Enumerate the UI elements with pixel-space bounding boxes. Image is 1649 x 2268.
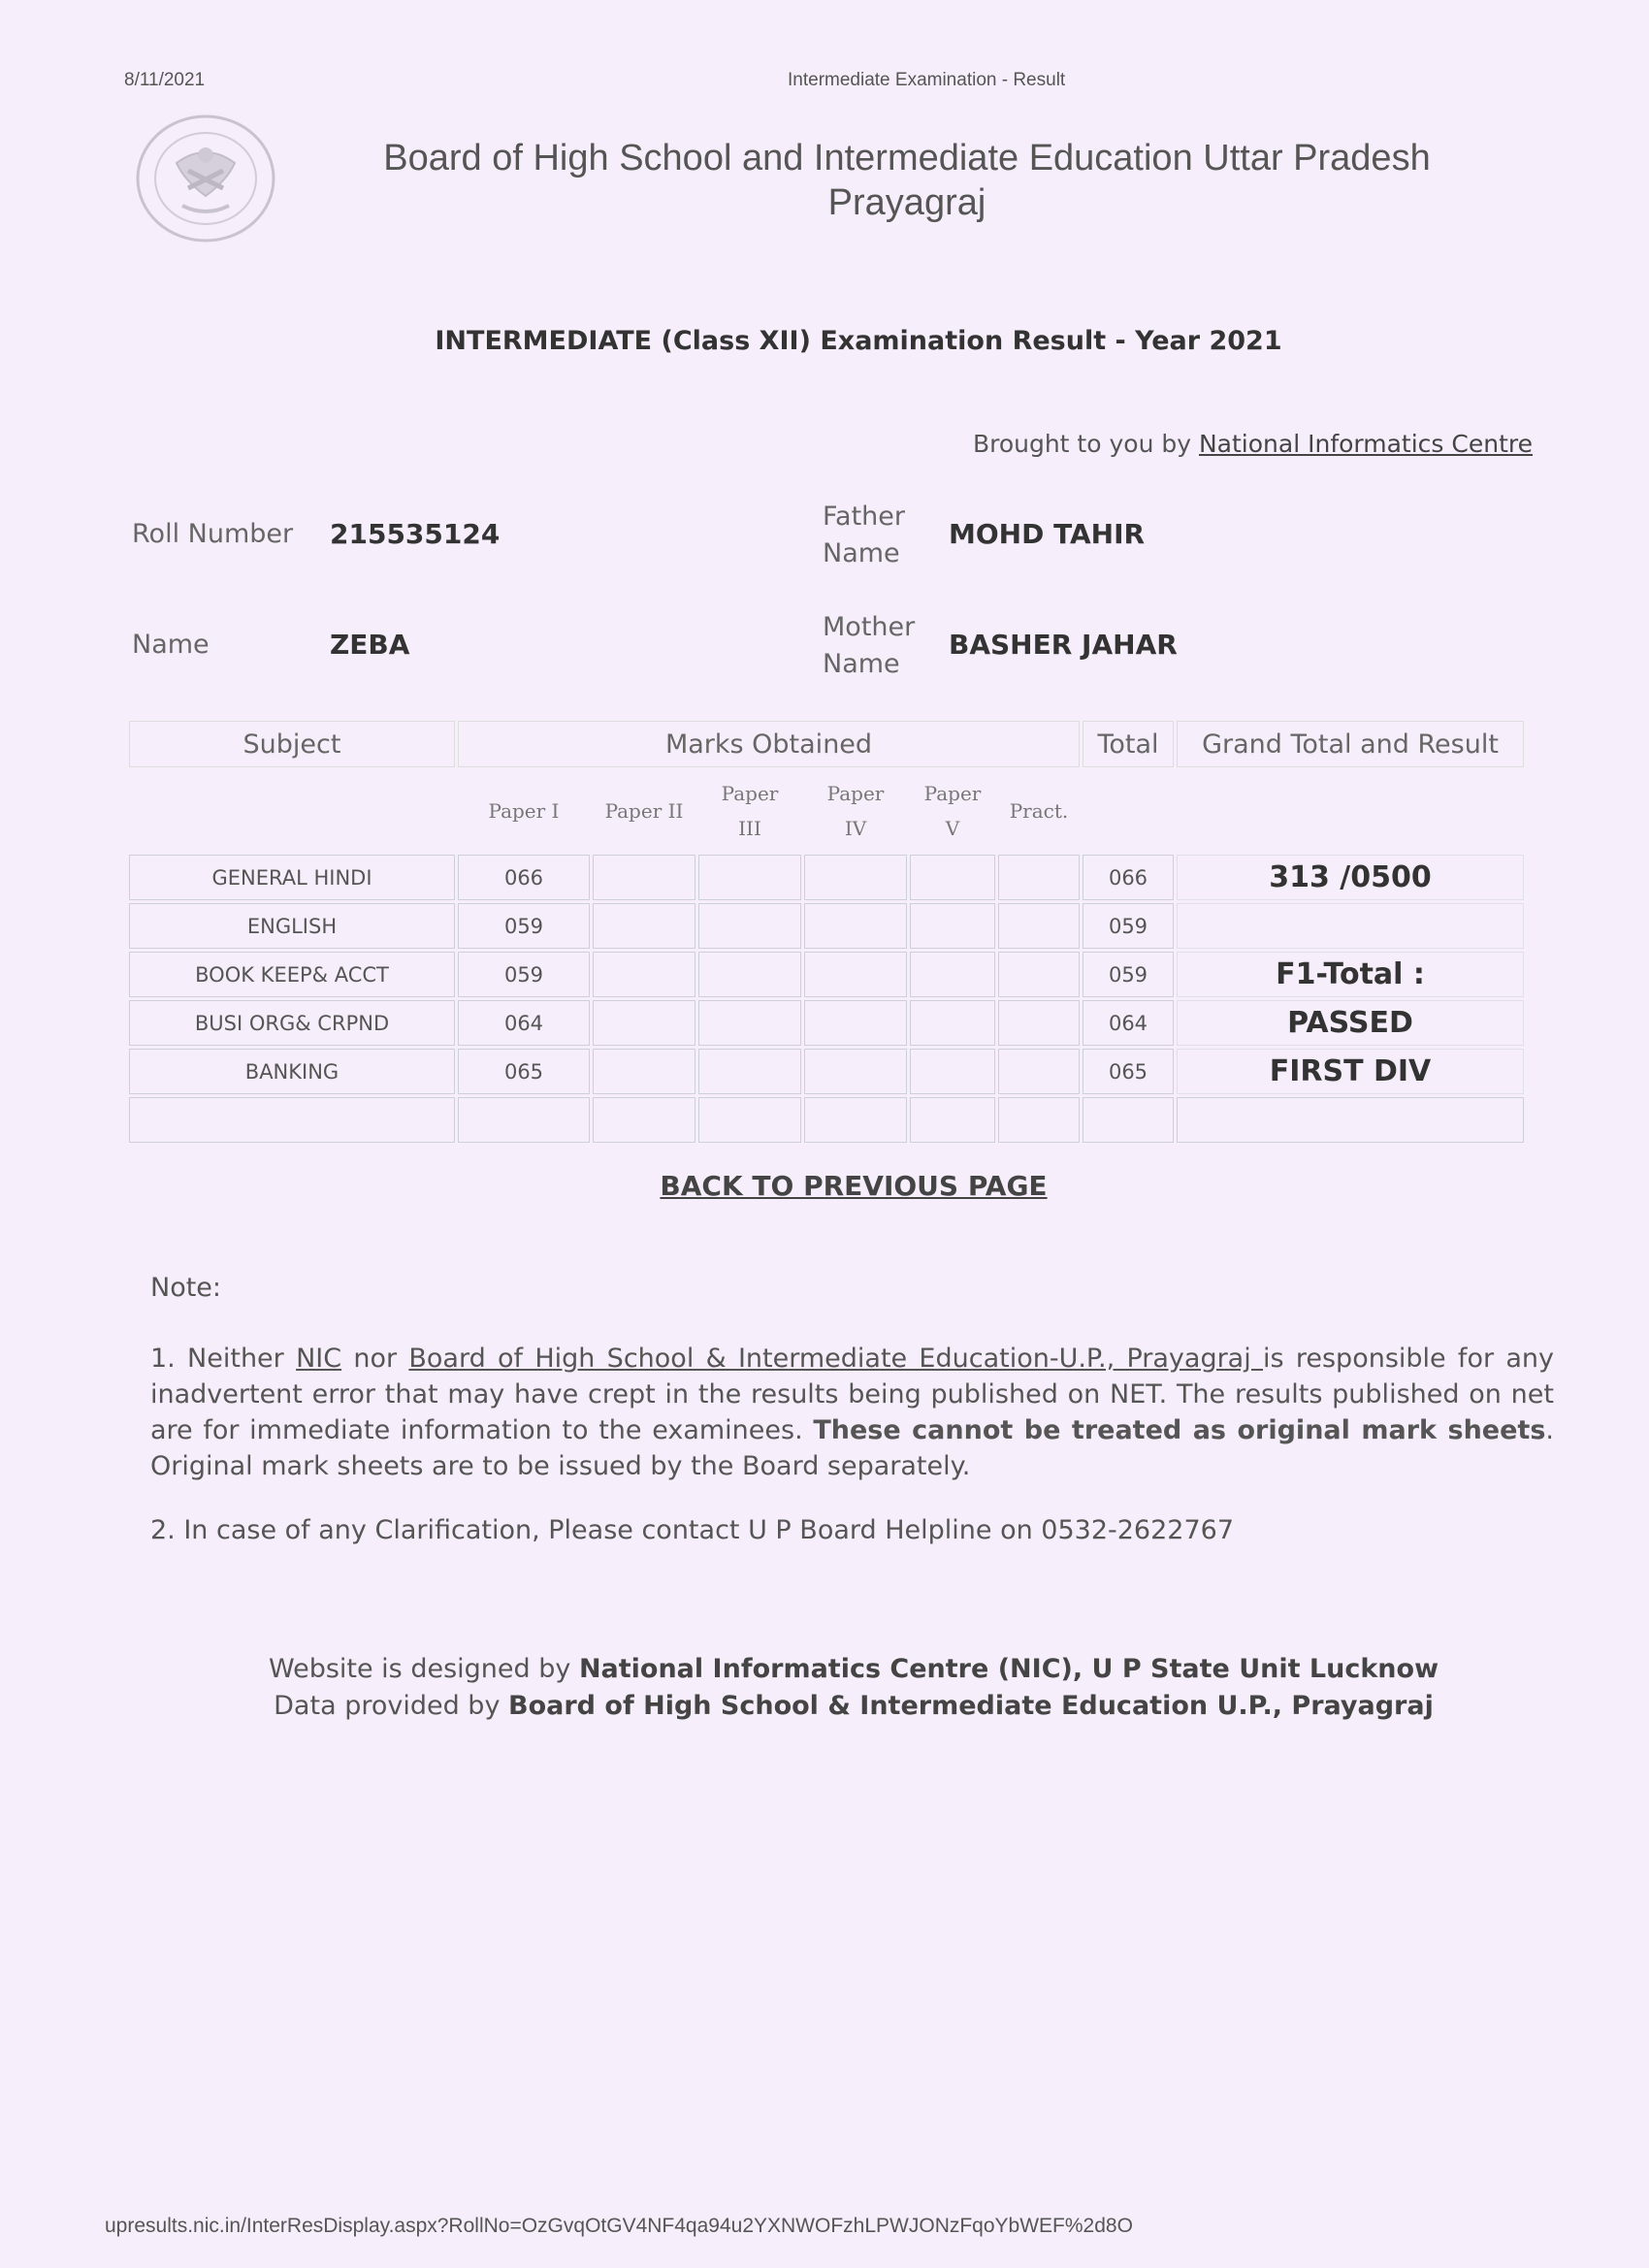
total-cell: 059	[1083, 903, 1174, 949]
subject-cell: BUSI ORG& CRPND	[129, 1000, 455, 1046]
board-note-link[interactable]: Board of High School & Intermediate Education-U.P., Prayagraj	[408, 1344, 1264, 1374]
total-cell: 065	[1083, 1049, 1174, 1094]
table-subheader-row	[129, 770, 1524, 852]
subject-cell: GENERAL HINDI	[129, 855, 455, 900]
total-cell: 064	[1083, 1000, 1174, 1046]
paper-1-cell: 059	[458, 903, 590, 949]
board-title-line2: Prayagraj	[827, 182, 986, 223]
paper-4-header: Paper IV	[826, 782, 885, 840]
up-emblem-logo	[134, 113, 277, 244]
paper-1-header: Paper I	[488, 799, 560, 823]
name-value: ZEBA	[330, 629, 410, 661]
nic-note-link[interactable]: NIC	[296, 1344, 342, 1374]
paper-1-cell: 065	[458, 1049, 590, 1094]
marks-obtained-header: Marks Obtained	[458, 721, 1080, 767]
table-row	[129, 1049, 1524, 1094]
paper-5-header: Paper V	[923, 782, 982, 840]
subject-cell: BANKING	[129, 1049, 455, 1094]
marks-table	[126, 718, 1527, 1146]
footer-line-1: Website is designed by National Informatics Centre (NIC), U P State Unit Lucknow	[268, 1654, 1439, 1684]
father-name-label: Father Name	[823, 502, 906, 568]
division-cell: FIRST DIV	[1177, 1049, 1524, 1094]
print-date: 8/11/2021	[124, 70, 206, 90]
paper-3-header: Paper III	[721, 782, 779, 840]
table-row	[129, 1097, 1524, 1143]
roll-number-value: 215535124	[330, 518, 501, 550]
exam-title: INTERMEDIATE (Class XII) Examination Result - Year 2021	[435, 326, 1282, 356]
result-cell	[1177, 903, 1524, 949]
practical-header: Pract.	[1009, 799, 1069, 823]
table-header-row	[129, 721, 1524, 767]
name-label: Name	[132, 630, 210, 660]
nic-link[interactable]: National Informatics Centre	[1198, 430, 1533, 458]
note-title: Note:	[150, 1273, 222, 1303]
board-title	[291, 136, 1523, 225]
mother-name-label: Mother Name	[823, 612, 916, 679]
roll-number-label: Roll Number	[132, 519, 294, 549]
footer-line-2: Data provided by Board of High School & Intermediate Education U.P., Prayagraj	[274, 1691, 1434, 1721]
table-row	[129, 1000, 1524, 1046]
grand-total-cell: 313 /0500	[1177, 855, 1524, 900]
paper-1-cell: 066	[458, 855, 590, 900]
brought-by	[973, 430, 1533, 458]
note-2: 2. In case of any Clarification, Please contact U P Board Helpline on 0532-2622767	[150, 1515, 1235, 1545]
table-row	[129, 855, 1524, 900]
table-row	[129, 903, 1524, 949]
print-title: Intermediate Examination - Result	[788, 70, 1066, 90]
total-cell: 059	[1083, 952, 1174, 997]
table-row	[129, 952, 1524, 997]
father-name-value: MOHD TAHIR	[949, 518, 1146, 550]
subject-header: Subject	[129, 721, 455, 767]
note-1: 1. Neither NIC nor Board of High School & Intermediate Education-U.P., Prayagraj is responsible for any inadvertent error that may have crept in the results being published on NET. The results published on net are for immediate information to the examinees. These cannot be treated as original mark sheets. Original mark sheets are to be issued by the Board separately.	[150, 1344, 1554, 1481]
total-header: Total	[1083, 721, 1174, 767]
footer	[0, 1651, 1649, 1725]
back-to-previous-page-link[interactable]: BACK TO PREVIOUS PAGE	[660, 1170, 1048, 1202]
board-title-line1: Board of High School and Intermediate Education Uttar Pradesh	[383, 138, 1431, 178]
subject-cell: ENGLISH	[129, 903, 455, 949]
grand-total-header: Grand Total and Result	[1177, 721, 1524, 767]
mother-name-value: BASHER JAHAR	[949, 629, 1178, 661]
print-url: upresults.nic.in/InterResDisplay.aspx?RollNo=OzGvqOtGV4NF4qa94u2YXNWOFzhLPWJONzFqoYbWEF%2d8O	[105, 2215, 1133, 2237]
result-label-cell: F1-Total :	[1177, 952, 1524, 997]
subject-cell: BOOK KEEP& ACCT	[129, 952, 455, 997]
result-status-cell: PASSED	[1177, 1000, 1524, 1046]
paper-2-header: Paper II	[604, 799, 684, 823]
paper-1-cell: 064	[458, 1000, 590, 1046]
brought-by-prefix: Brought to you by	[972, 430, 1192, 458]
total-cell: 066	[1083, 855, 1174, 900]
paper-1-cell: 059	[458, 952, 590, 997]
